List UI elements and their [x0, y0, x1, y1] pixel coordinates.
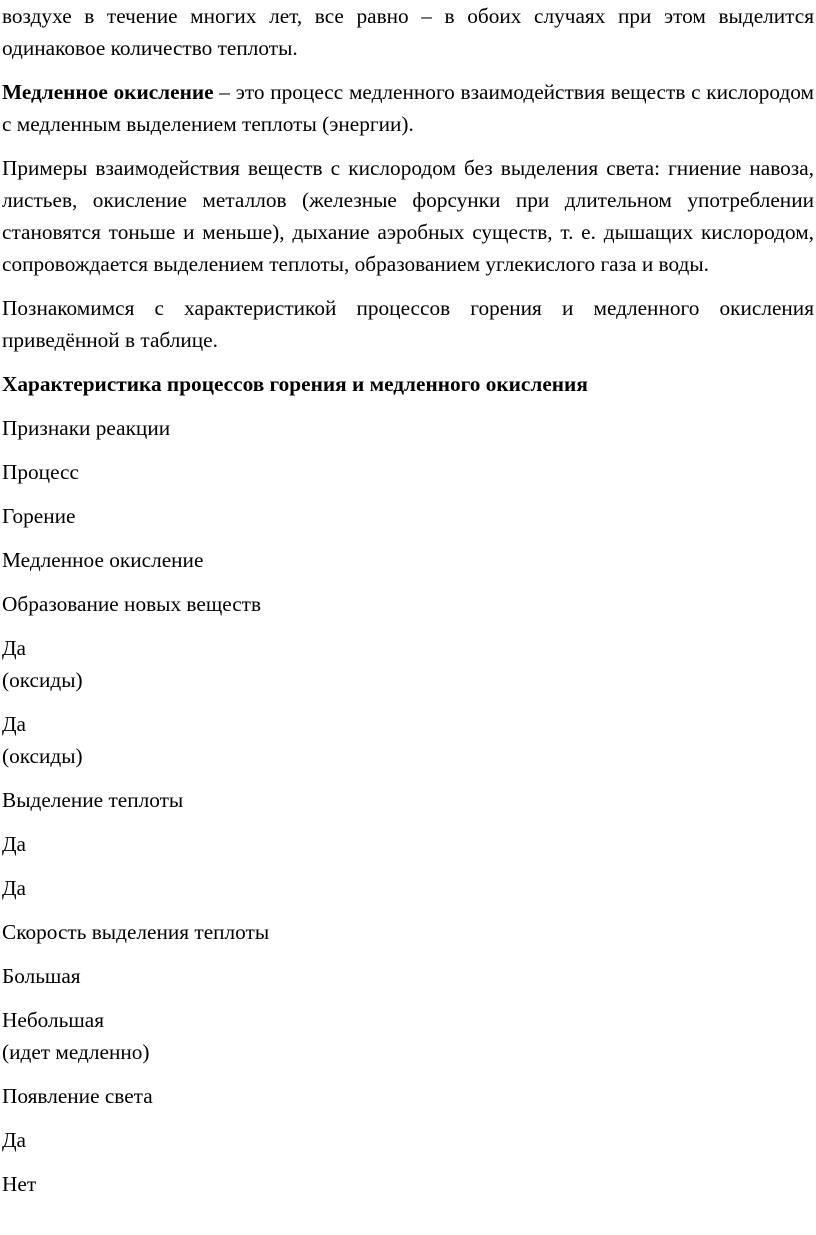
table-title: Характеристика процессов горения и медленного окисления	[2, 372, 588, 396]
table-cell	[2, 784, 814, 816]
cell-line: Да	[2, 636, 26, 660]
cell-line: Нет	[2, 1172, 37, 1196]
table-cell	[2, 1004, 814, 1068]
cell-line: Медленное окисление	[2, 548, 204, 572]
table-cell	[2, 456, 814, 488]
cell-line: Да	[2, 1128, 26, 1152]
cell-line: Признаки реакции	[2, 416, 171, 440]
table-cell	[2, 1124, 814, 1156]
cell-line-note: (оксиды)	[2, 668, 83, 692]
cell-line-note: (идет медленно)	[2, 1040, 150, 1064]
cell-line: Да	[2, 712, 26, 736]
table-cell	[2, 588, 814, 620]
cell-line: Выделение теплоты	[2, 788, 184, 812]
cell-line: Небольшая	[2, 1008, 105, 1032]
cell-line: Большая	[2, 964, 81, 988]
paragraph-definition	[2, 76, 814, 140]
table-cell	[2, 872, 814, 904]
paragraph-continuation: воздухе в течение многих лет, все равно – в обоих случаях при этом выделится одинаковое количество теплоты.	[2, 4, 814, 60]
table-cell	[2, 500, 814, 532]
table-cell	[2, 1080, 814, 1112]
cell-line: Процесс	[2, 460, 79, 484]
cell-line: Появление света	[2, 1084, 153, 1108]
table-cell	[2, 828, 814, 860]
table-cell	[2, 916, 814, 948]
cell-line-note: (оксиды)	[2, 744, 83, 768]
table-cell	[2, 708, 814, 772]
cell-line: Скорость выделения теплоты	[2, 920, 270, 944]
paragraph-examples: Примеры взаимодействия веществ с кислородом без выделения света: гниение навоза, листьев, окисление металлов (железные форсунки при длительном употреблении становятся тоньше и меньше), дыхание аэробных существ, т. е. дышащих кислородом, сопровождается выделением теплоты, образованием углекислого газа и воды.	[2, 156, 814, 276]
cell-line: Образование новых веществ	[2, 592, 262, 616]
table-cell	[2, 632, 814, 696]
cell-line: Да	[2, 876, 26, 900]
cell-line: Горение	[2, 504, 76, 528]
definition-text: – это процесс медленного взаимодействия веществ с кислородом с медленным выделением теплоты (энергии).	[2, 80, 814, 136]
term-slow-oxidation: Медленное окисление	[2, 80, 214, 104]
table-cell	[2, 960, 814, 992]
table-cells	[2, 412, 814, 1200]
paragraph-table-intro: Познакомимся с характеристикой процессов горения и медленного окисления приведённой в таблице.	[2, 296, 814, 352]
cell-line: Да	[2, 832, 26, 856]
table-cell	[2, 412, 814, 444]
table-cell	[2, 1168, 814, 1200]
table-cell	[2, 544, 814, 576]
